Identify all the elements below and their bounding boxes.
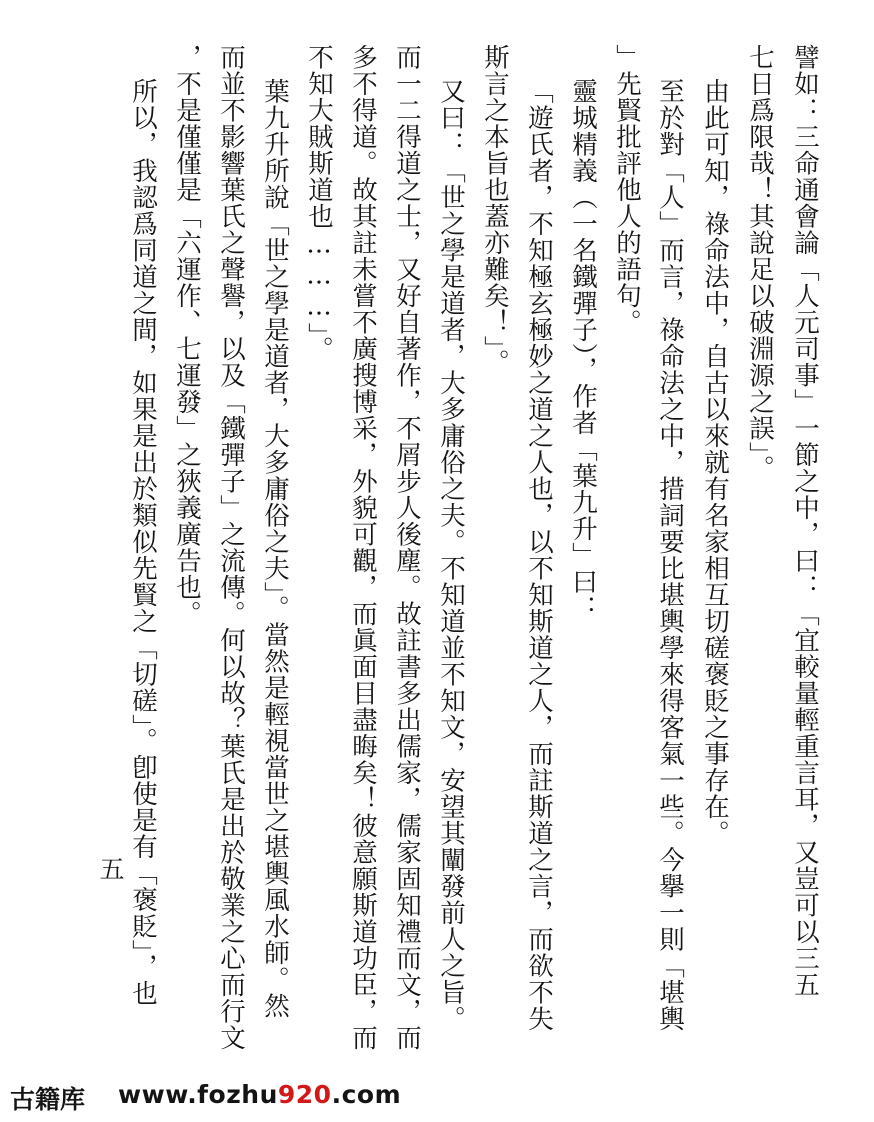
watermark-url	[118, 1080, 401, 1109]
text-column-7: 「遊氏者，不知極玄極妙之道之人也，以不知斯道之人，而註斯道之言，而欲不失	[524, 78, 554, 1032]
text-column-12: 不知大賊斯道也………」。	[304, 44, 334, 363]
text-column-8: 斯言之本旨也蓋亦難矣！」。	[480, 44, 510, 376]
text-column-15: ，不是僅僅是「六運作、七運發」之狹義廣告也。	[172, 44, 202, 627]
text-column-4: 至於對「人」而言，祿命法之中，措詞要比堪輿學來得客氣一些。今擧一則「堪輿	[655, 78, 685, 1032]
text-column-1: 譬如：三命通會論「人元司事」一節之中，曰：「宜較量輕重言耳，又豈可以三五	[790, 44, 820, 998]
text-column-16: 所以，我認爲同道之間，如果是出於類似先賢之「切磋」。卽使是有「褒貶」，也	[128, 78, 158, 1007]
text-column-10: 而一二得道之士，又好自著作，不屑步人後塵。故註書多出儒家，儒家固知禮而文，而	[392, 44, 422, 1051]
text-column-9: 又曰：「世之學是道者，大多庸俗之夫。不知道並不知文，安望其闡發前人之旨。	[436, 78, 466, 1032]
text-column-13: 葉九升所說「世之學是道者，大多庸俗之夫」。當然是輕視當世之堪輿風水師。然	[260, 78, 290, 1020]
watermark-site-name: 古籍库	[10, 1085, 86, 1114]
text-column-3: 由此可知，祿命法中，自古以來就有名家相互切磋褒貶之事存在。	[700, 78, 730, 847]
text-column-6: 靈城精義（一名鐵彈子），作者「葉九升」曰：	[568, 78, 598, 622]
page-number: 五	[96, 856, 125, 881]
watermark-url-suffix: .com	[331, 1080, 402, 1109]
text-column-2: 七日爲限哉！其說足以破淵源之誤」。	[745, 44, 775, 482]
text-column-14: 而並不影響葉氏之聲譽，以及「鐵彈子」之流傳。何以故？葉氏是出於敬業之心而行文	[216, 44, 246, 1051]
watermark-url-number: 920	[277, 1080, 332, 1109]
text-column-11: 多不得道。故其註未嘗不廣搜博采，外貌可觀，而眞面目盡晦矣！彼意願斯道功臣，而	[348, 44, 378, 1051]
watermark-url-prefix: www.fozhu	[118, 1080, 278, 1109]
text-column-5: 」先賢批評他人的語句。	[612, 44, 642, 336]
